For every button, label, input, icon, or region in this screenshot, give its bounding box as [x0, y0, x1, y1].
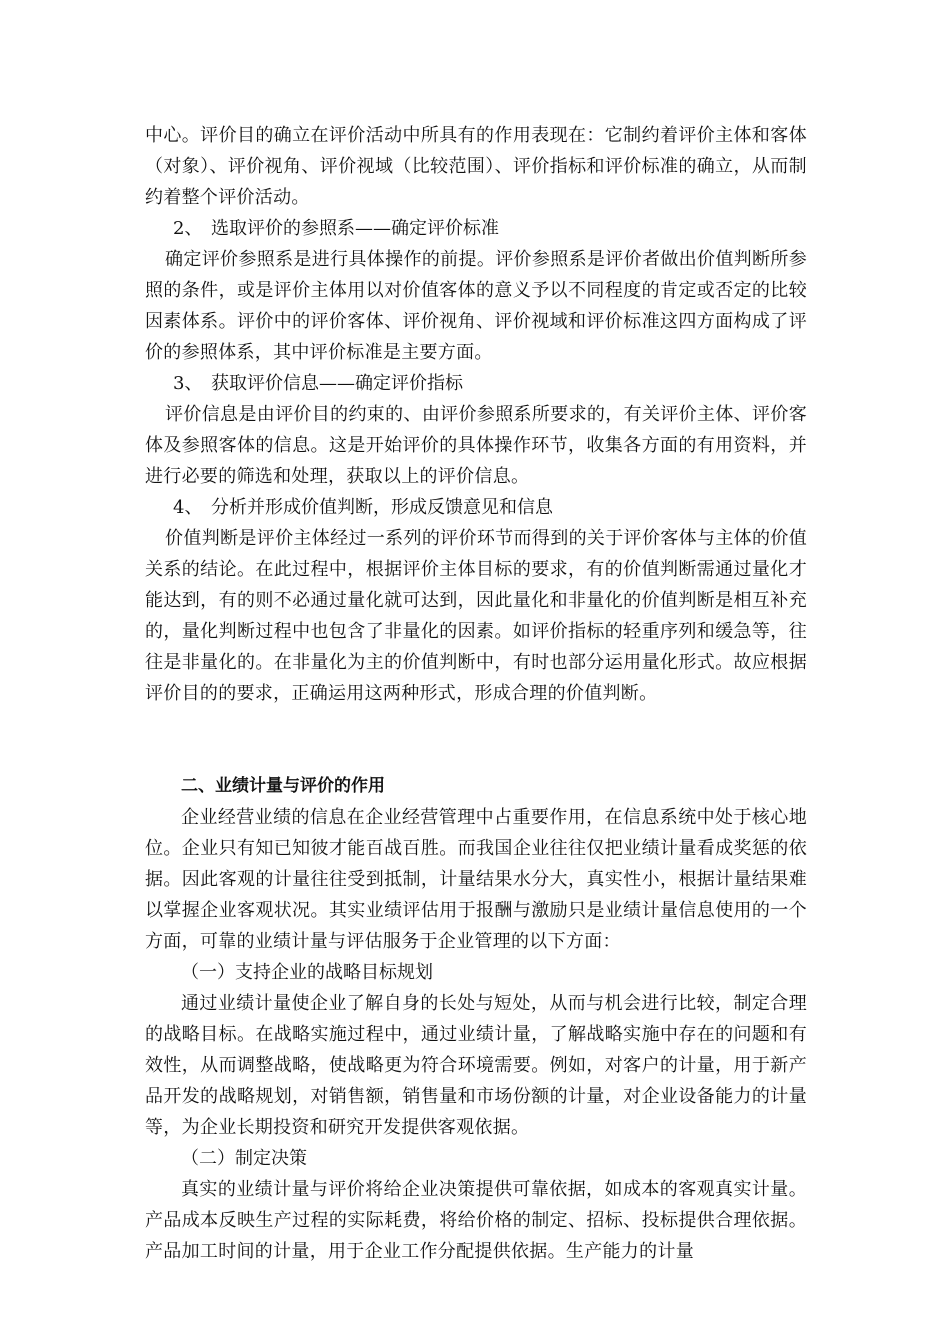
list-item-3: [145, 368, 807, 399]
subheading-1: （一）支持企业的战略目标规划: [181, 962, 433, 983]
list-item-2-text: 选取评价的参照系——确定评价标准: [211, 218, 499, 239]
paragraph-1: 中心。评价目的确立在评价活动中所具有的作用表现在：它制约着评价主体和客体（对象）、评价视角、评价视域（比较范围）、评价指标和评价标准的确立，从而制约着整个评价活动。: [145, 125, 807, 208]
document-page: [145, 120, 807, 1267]
paragraph-7: 真实的业绩计量与评价将给企业决策提供可靠依据，如成本的客观真实计量。产品成本反映生产过程的实际耗费，将给价格的制定、招标、投标提供合理依据。产品加工时间的计量，用于企业工作分配提供依据。生产能力的计量: [145, 1179, 807, 1262]
list-item-2-number: 2、: [173, 218, 203, 239]
list-item-2: [145, 213, 807, 244]
list-item-3-number: 3、: [173, 373, 203, 394]
paragraph-6: 通过业绩计量使企业了解自身的长处与短处，从而与机会进行比较，制定合理的战略目标。在战略实施过程中，通过业绩计量，了解战略实施中存在的问题和有效性，从而调整战略，使战略更为符合环境需要。例如，对客户的计量，用于新产品开发的战略规划，对销售额，销售量和市场份额的计量，对企业设备能力的计量等，为企业长期投资和研究开发提供客观依据。: [145, 993, 807, 1138]
list-item-4-text: 分析并形成价值判断，形成反馈意见和信息: [211, 497, 553, 518]
paragraph-5: 企业经营业绩的信息在企业经营管理中占重要作用，在信息系统中处于核心地位。企业只有知已知彼才能百战百胜。而我国企业往往仅把业绩计量看成奖惩的依据。因此客观的计量往往受到抵制，计量结果水分大，真实性小，根据计量结果难以掌握企业客观状况。其实业绩评估用于报酬与激励只是业绩计量信息使用的一个方面，可靠的业绩计量与评估服务于企业管理的以下方面：: [145, 807, 807, 952]
paragraph-3: 评价信息是由评价目的约束的、由评价参照系所要求的，有关评价主体、评价客体及参照客体的信息。这是开始评价的具体操作环节，收集各方面的有用资料，并进行必要的筛选和处理，获取以上的评价信息。: [145, 404, 807, 487]
list-item-3-text: 获取评价信息——确定评价指标: [211, 373, 463, 394]
list-item-4: [145, 492, 807, 523]
section-heading: 二、业绩计量与评价的作用: [181, 776, 385, 796]
list-item-4-number: 4、: [173, 497, 203, 518]
paragraph-2: 确定评价参照系是进行具体操作的前提。评价参照系是评价者做出价值判断所参照的条件，或是评价主体用以对价值客体的意义予以不同程度的肯定或否定的比较因素体系。评价中的评价客体、评价视角、评价视域和评价标准这四方面构成了评价的参照体系，其中评价标准是主要方面。: [145, 249, 807, 363]
paragraph-4: 价值判断是评价主体经过一系列的评价环节而得到的关于评价客体与主体的价值关系的结论。在此过程中，根据评价主体目标的要求，有的价值判断需通过量化才能达到，有的则不必通过量化就可达到，因此量化和非量化的价值判断是相互补充的，量化判断过程中也包含了非量化的因素。如评价指标的轻重序列和缓急等，往往是非量化的。在非量化为主的价值判断中，有时也部分运用量化形式。故应根据评价目的的要求，正确运用这两种形式，形成合理的价值判断。: [145, 528, 807, 704]
section-spacer: [145, 709, 807, 771]
subheading-2: （二）制定决策: [181, 1148, 307, 1169]
